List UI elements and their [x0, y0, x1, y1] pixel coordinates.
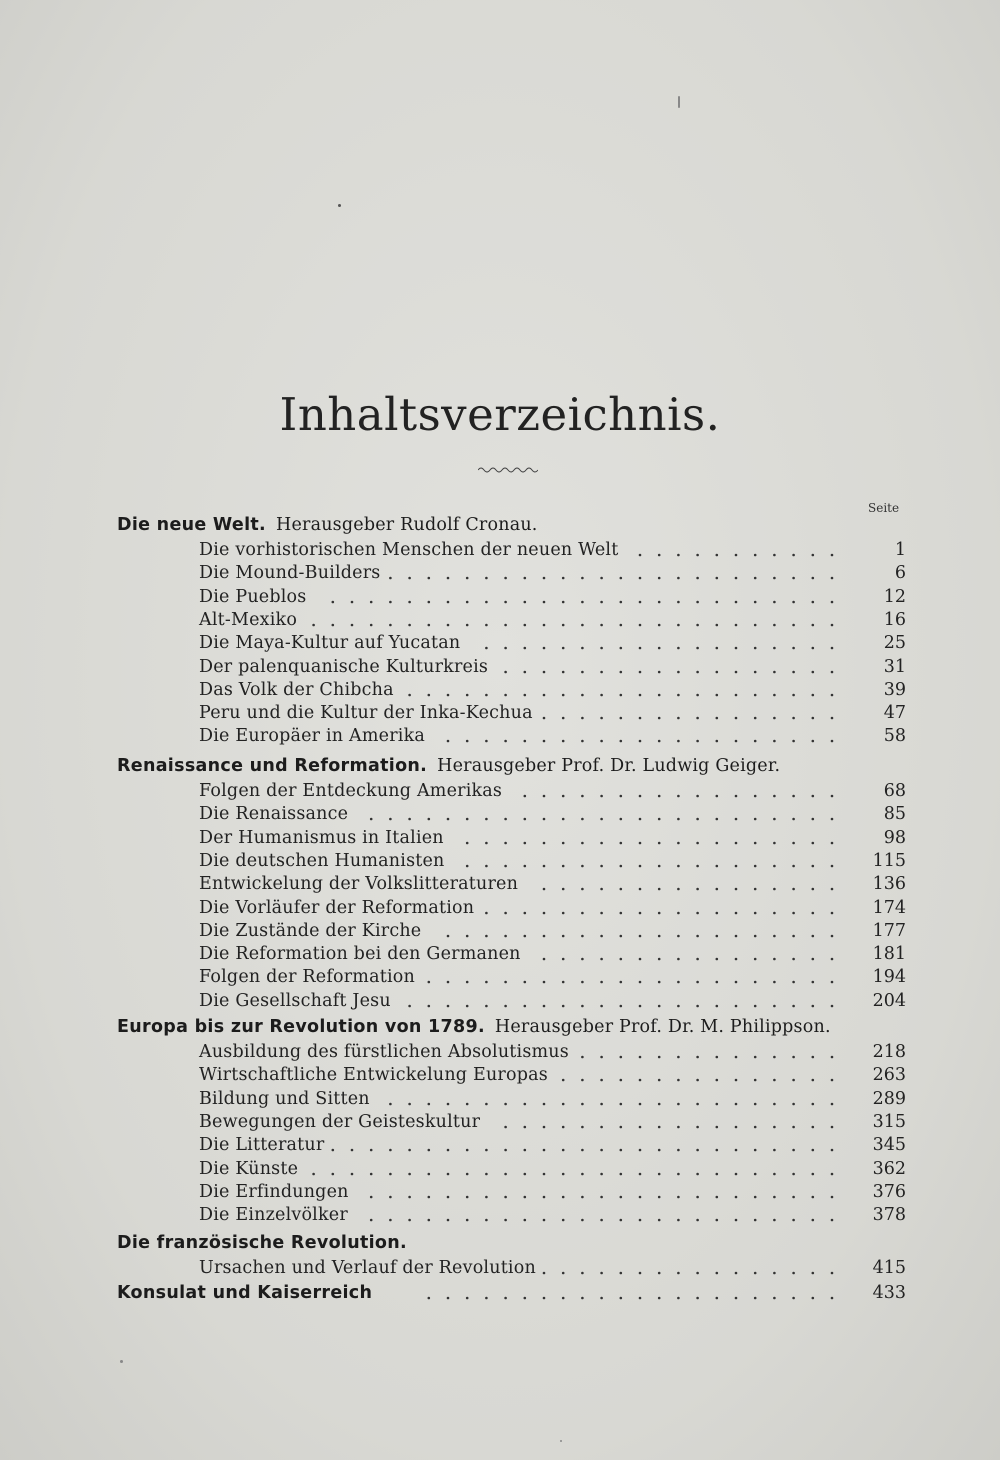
- section-title: Die neue Welt.: [117, 515, 266, 535]
- entry-label: Alt-Mexiko: [199, 609, 298, 630]
- section-heading: [117, 753, 780, 779]
- entry-label: Folgen der Reformation: [199, 967, 415, 988]
- leader-dots: [0, 561, 1000, 585]
- leader-dots: [0, 1110, 1000, 1134]
- leader-dots: [0, 655, 1000, 679]
- entry-label: Die deutschen Humanisten: [199, 850, 445, 871]
- leader-dots: [0, 608, 1000, 632]
- toc-entry: [0, 779, 1000, 803]
- entry-label: Entwickelung der Volkslitteraturen: [199, 874, 519, 895]
- page-number: 415: [872, 1258, 906, 1278]
- entry-label: Ursachen und Verlauf der Revolution: [199, 1258, 536, 1278]
- toc-entry: [0, 608, 1000, 632]
- toc-entry: [0, 989, 1000, 1013]
- entry-label: Das Volk der Chibcha: [199, 679, 394, 700]
- leader-dots: [0, 678, 1000, 702]
- page-number: 25: [883, 633, 906, 654]
- toc-entry: [0, 872, 1000, 896]
- leader-dots: [0, 724, 1000, 748]
- toc-entry: [0, 942, 1000, 966]
- entry-label: Die Zustände der Kirche: [199, 920, 422, 941]
- section-heading: [117, 512, 538, 538]
- toc-entry: [0, 538, 1000, 562]
- entry-label: Ausbildung des fürstlichen Absolutismus: [199, 1042, 569, 1062]
- toc-entry: [0, 1133, 1000, 1157]
- leader-dots: [0, 802, 1000, 826]
- page-number: 345: [872, 1135, 906, 1156]
- toc-entry: [0, 1087, 1000, 1111]
- entry-label: Bildung und Sitten: [199, 1088, 370, 1109]
- leader-dots: [0, 826, 1000, 850]
- page-number: 31: [883, 656, 906, 677]
- leader-dots: [0, 919, 1000, 943]
- toc-entry: [0, 561, 1000, 585]
- toc-entry: [0, 802, 1000, 826]
- entry-label: Bewegungen der Geisteskultur: [199, 1111, 481, 1132]
- section-page-row: [0, 1281, 1000, 1305]
- page-number: 263: [872, 1065, 906, 1086]
- toc-entry: [0, 655, 1000, 679]
- page-number: 289: [872, 1088, 906, 1109]
- section-editor: Herausgeber Rudolf Cronau.: [276, 515, 538, 535]
- entry-label: Die Künste: [199, 1158, 299, 1179]
- page-column-label: Seite: [868, 501, 900, 515]
- toc-entry: [0, 1040, 1000, 1064]
- leader-dots: [0, 1281, 1000, 1305]
- entry-label: Die Europäer in Amerika: [199, 726, 426, 747]
- page-number: 98: [883, 827, 906, 848]
- scan-speck: [120, 1360, 123, 1363]
- page-number: 47: [883, 703, 906, 724]
- section-title: Konsulat und Kaiserreich: [117, 1283, 373, 1303]
- leader-dots: [0, 989, 1000, 1013]
- entry-label: Die Mound-Builders: [199, 563, 381, 584]
- page-number: 204: [872, 990, 906, 1011]
- entry-label: Die Litteratur: [199, 1135, 325, 1156]
- page-number: 194: [872, 967, 906, 988]
- toc-entry: [0, 678, 1000, 702]
- leader-dots: [0, 896, 1000, 920]
- leader-dots: [0, 1157, 1000, 1181]
- page-number: 85: [883, 804, 906, 825]
- toc-entry: [0, 1110, 1000, 1134]
- page-number: 433: [872, 1283, 906, 1303]
- scan-speck: [678, 96, 680, 108]
- page-number: 16: [883, 609, 906, 630]
- entry-label: Die Vorläufer der Reformation: [199, 897, 475, 918]
- page-number: 58: [883, 726, 906, 747]
- page-number: 378: [872, 1205, 906, 1226]
- entry-label: Die Renaissance: [199, 804, 349, 825]
- scan-speck: [560, 1440, 562, 1442]
- section-editor: Herausgeber Prof. Dr. Ludwig Geiger.: [437, 756, 781, 776]
- entry-label: Folgen der Entdeckung Amerikas: [199, 781, 503, 801]
- page-number: 68: [883, 781, 906, 801]
- page-title: Inhaltsverzeichnis.: [279, 388, 721, 441]
- toc-entry: [0, 631, 1000, 655]
- page-number: 315: [872, 1111, 906, 1132]
- page-number: 1: [894, 540, 906, 560]
- entry-label: Peru und die Kultur der Inka-Kechua: [199, 703, 533, 724]
- page-number: 218: [872, 1042, 906, 1062]
- toc-entry: [0, 965, 1000, 989]
- toc-entry: [0, 701, 1000, 725]
- page-number: 39: [883, 679, 906, 700]
- page-number: 12: [883, 586, 906, 607]
- page-number: 177: [872, 920, 906, 941]
- page-number: 136: [872, 874, 906, 895]
- entry-label: Die Pueblos: [199, 586, 307, 607]
- page-number: 376: [872, 1181, 906, 1202]
- toc-entry: [0, 1256, 1000, 1280]
- toc-entry: [0, 919, 1000, 943]
- entry-label: Der palenquanische Kulturkreis: [199, 656, 489, 677]
- leader-dots: [0, 849, 1000, 873]
- entry-label: Die Erfindungen: [199, 1181, 349, 1202]
- section-title: Renaissance und Reformation.: [117, 756, 428, 776]
- page-number: 115: [872, 850, 906, 871]
- toc-entry: [0, 1180, 1000, 1204]
- entry-label: Die Reformation bei den Germanen: [199, 944, 521, 965]
- entry-label: Die vorhistorischen Menschen der neuen Welt: [199, 540, 619, 560]
- entry-label: Wirtschaftliche Entwickelung Europas: [199, 1065, 548, 1086]
- entry-label: Der Humanismus in Italien: [199, 827, 444, 848]
- page-number: 362: [872, 1158, 906, 1179]
- toc-entry: [0, 1063, 1000, 1087]
- leader-dots: [0, 1203, 1000, 1227]
- toc-entry: [0, 896, 1000, 920]
- toc-entry: [0, 585, 1000, 609]
- toc-entry: [0, 1203, 1000, 1227]
- entry-label: Die Gesellschaft Jesu: [199, 990, 391, 1011]
- toc-entry: [0, 849, 1000, 873]
- toc-entry: [0, 826, 1000, 850]
- leader-dots: [0, 1180, 1000, 1204]
- page-number: 181: [872, 944, 906, 965]
- section-editor: Herausgeber Prof. Dr. M. Philippson.: [494, 1017, 831, 1037]
- leader-dots: [0, 1087, 1000, 1111]
- scan-speck: [338, 204, 341, 207]
- toc-entry: [0, 1157, 1000, 1181]
- entry-label: Die Einzelvölker: [199, 1205, 348, 1226]
- toc-entry: [0, 724, 1000, 748]
- section-title: Europa bis zur Revolution von 1789.: [117, 1017, 485, 1037]
- section-title: Die französische Revolution.: [117, 1233, 407, 1253]
- page-number: 6: [894, 563, 906, 584]
- entry-label: Die Maya-Kultur auf Yucatan: [199, 633, 461, 654]
- leader-dots: [0, 585, 1000, 609]
- section-heading: [117, 1230, 407, 1256]
- leader-dots: [0, 1133, 1000, 1157]
- page-number: 174: [872, 897, 906, 918]
- section-heading: [117, 1014, 831, 1040]
- leader-dots: [0, 631, 1000, 655]
- leader-dots: [0, 965, 1000, 989]
